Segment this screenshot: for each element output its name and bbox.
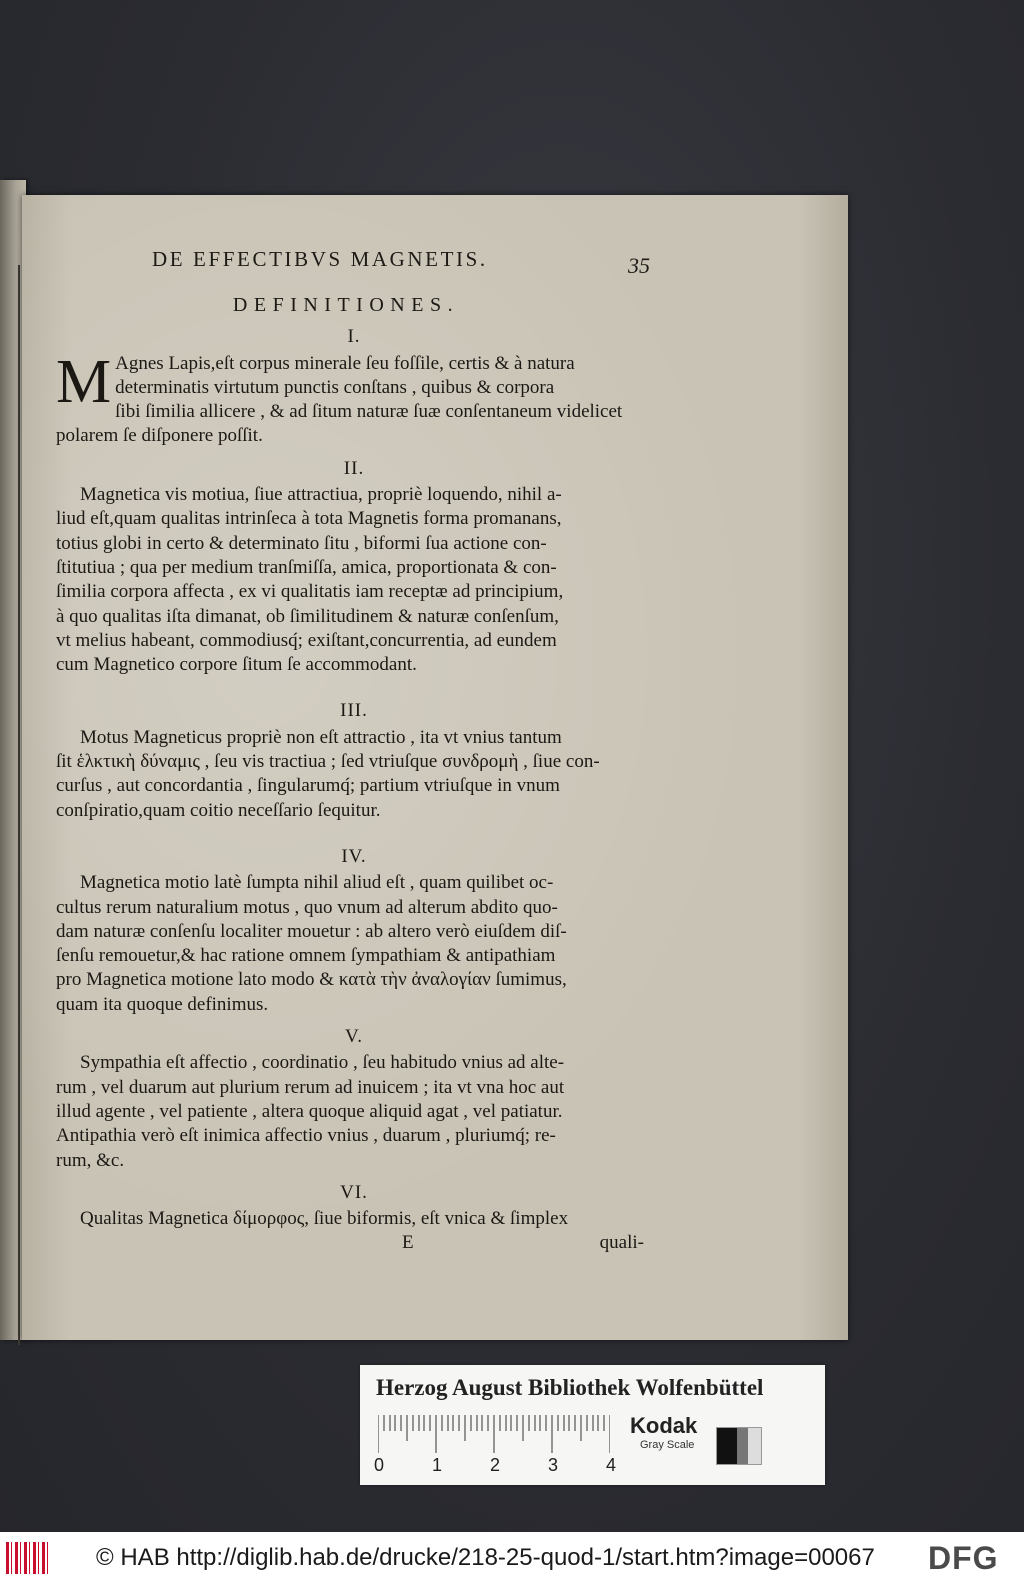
definition-numeral-4: IV. [341,845,367,867]
definition-numeral-2: II. [343,457,365,479]
running-head: DE EFFECTIBVS MAGNETIS. [152,247,488,271]
text-line: conſpiratio,quam coitio neceſſario ſequitur. [56,799,381,821]
text-line: quam ita quoque definimus. [56,993,269,1015]
text-line: cultus rerum naturalium motus , quo vnum ad alterum abdito quo- [56,896,558,918]
text-line: Qualitas Magnetica δίμορφος, ſiue biformis, eſt vnica & ſimplex [80,1208,569,1230]
text-line: Motus Magneticus propriè non eſt attractio , ita vt vnius tantum [80,726,562,748]
kodak-logo: Kodak [630,1413,698,1438]
spacer [56,823,652,837]
text-line: polarem ſe diſponere poſſit. [56,425,263,447]
ruler-number: 1 [432,1455,443,1475]
text-line: liud eſt,quam qualitas intrinſeca à tota Magnetis forma promanans, [56,508,562,530]
text-line: totius globi in certo & determinato ſitu , biformi ſua actione con- [56,532,547,554]
definition-3 [56,726,652,823]
ruler-number: 2 [490,1455,501,1475]
text-line: cum Magnetico corpore ſitum ſe accommodant. [56,654,417,676]
text-line: ſimilia corpora affecta , ex vi qualitatis iam receptæ ad principium, [56,581,564,603]
footer-bar [0,1532,1024,1582]
text-line: ſibi ſimilia allicere , & ad ſitum naturæ ſuæ conſentaneum videlicet [115,401,623,423]
ruler-number: 3 [548,1455,559,1475]
text-line: ſit ἑλκτικὴ δύναμις , ſeu vis tractiua ; ſed vtriuſque συνδρομὴ , ſiue con- [56,751,600,773]
hab-barcode-icon [6,1542,48,1574]
text-line: à quo qualitas iſta dimanat, ob ſimilitudinem & naturæ conſenſum, [56,605,559,627]
library-color-card [360,1365,825,1485]
gray-scale-label: Gray Scale [640,1439,695,1451]
drop-capital: M [56,347,112,416]
definition-2 [56,483,652,677]
spacer [56,677,652,691]
dfg-logo: DFG [928,1540,999,1576]
text-line: Antipathia verò eſt inimica affectio vnius , duarum , pluriumq́; re- [56,1125,556,1147]
text-line: ſtitutiua ; qua per medium tranſmiſſa, amica, proportionata & con- [56,556,557,578]
definition-numeral-3: III. [340,700,368,722]
signature-mark: E [402,1232,414,1254]
text-line: Magnetica motio latè ſumpta nihil aliud eſt , quam quilibet oc- [80,872,554,894]
text-line: determinatis virtutum punctis conſtans , quibus & corpora [115,376,555,398]
section-title: DEFINITIONES. [232,294,460,316]
ruler-number: 4 [606,1455,617,1475]
text-line: Agnes Lapis,eſt corpus minerale ſeu foſſile, certis & à natura [115,352,575,374]
page-footer [56,1231,652,1257]
text-line: vt melius habeant, commodiusq́; exiſtant,concurrentia, ad eundem [56,629,557,651]
text-line: Magnetica vis motiua, ſiue attractiua, propriè loquendo, nihil a- [80,484,562,506]
page-number: 35 [628,253,650,278]
text-line: rum, &c. [56,1149,125,1171]
gray-scale-swatch [716,1427,762,1465]
definition-6 [56,1207,652,1231]
ruler-number: 0 [374,1455,385,1475]
text-line: dam naturæ conſenſu localiter mouetur : ab altero verò eiuſdem diſ- [56,920,567,942]
text-line: rum , vel duarum aut plurium rerum ad inuicem ; ita vt vna hoc aut [56,1076,565,1098]
text-line: Sympathia eſt affectio , coordinatio , ſeu habitudo vnius ad alte- [80,1052,565,1074]
definition-1 [56,347,652,449]
text-block [56,285,652,1257]
definition-4 [56,871,652,1017]
definition-numeral-1: I. [347,326,361,348]
source-credit: © HAB http://diglib.hab.de/drucke/218-25-quod-1/start.htm?image=00067 [96,1544,875,1571]
definition-5 [56,1051,652,1172]
text-line: curſus , aut concordantia , ſingularumq́; partium vtriuſque in vnum [56,775,560,797]
library-name: Herzog August Bibliothek Wolfenbüttel [376,1375,764,1400]
text-line: illud agente , vel patiente , altera quoque aliquid agat , vel patiatur. [56,1100,563,1122]
book-page [22,195,848,1340]
definition-numeral-6: VI. [340,1181,368,1203]
text-line: ſenſu remouetur,& hac ratione omnem ſympathiam & antipathiam [56,945,556,967]
ruler-scale [378,1415,610,1455]
definition-numeral-5: V. [344,1026,364,1048]
text-line: pro Magnetica motione lato modo & κατὰ τὴν ἀναλογίαν ſumimus, [56,969,567,991]
catchword: quali- [599,1232,644,1254]
